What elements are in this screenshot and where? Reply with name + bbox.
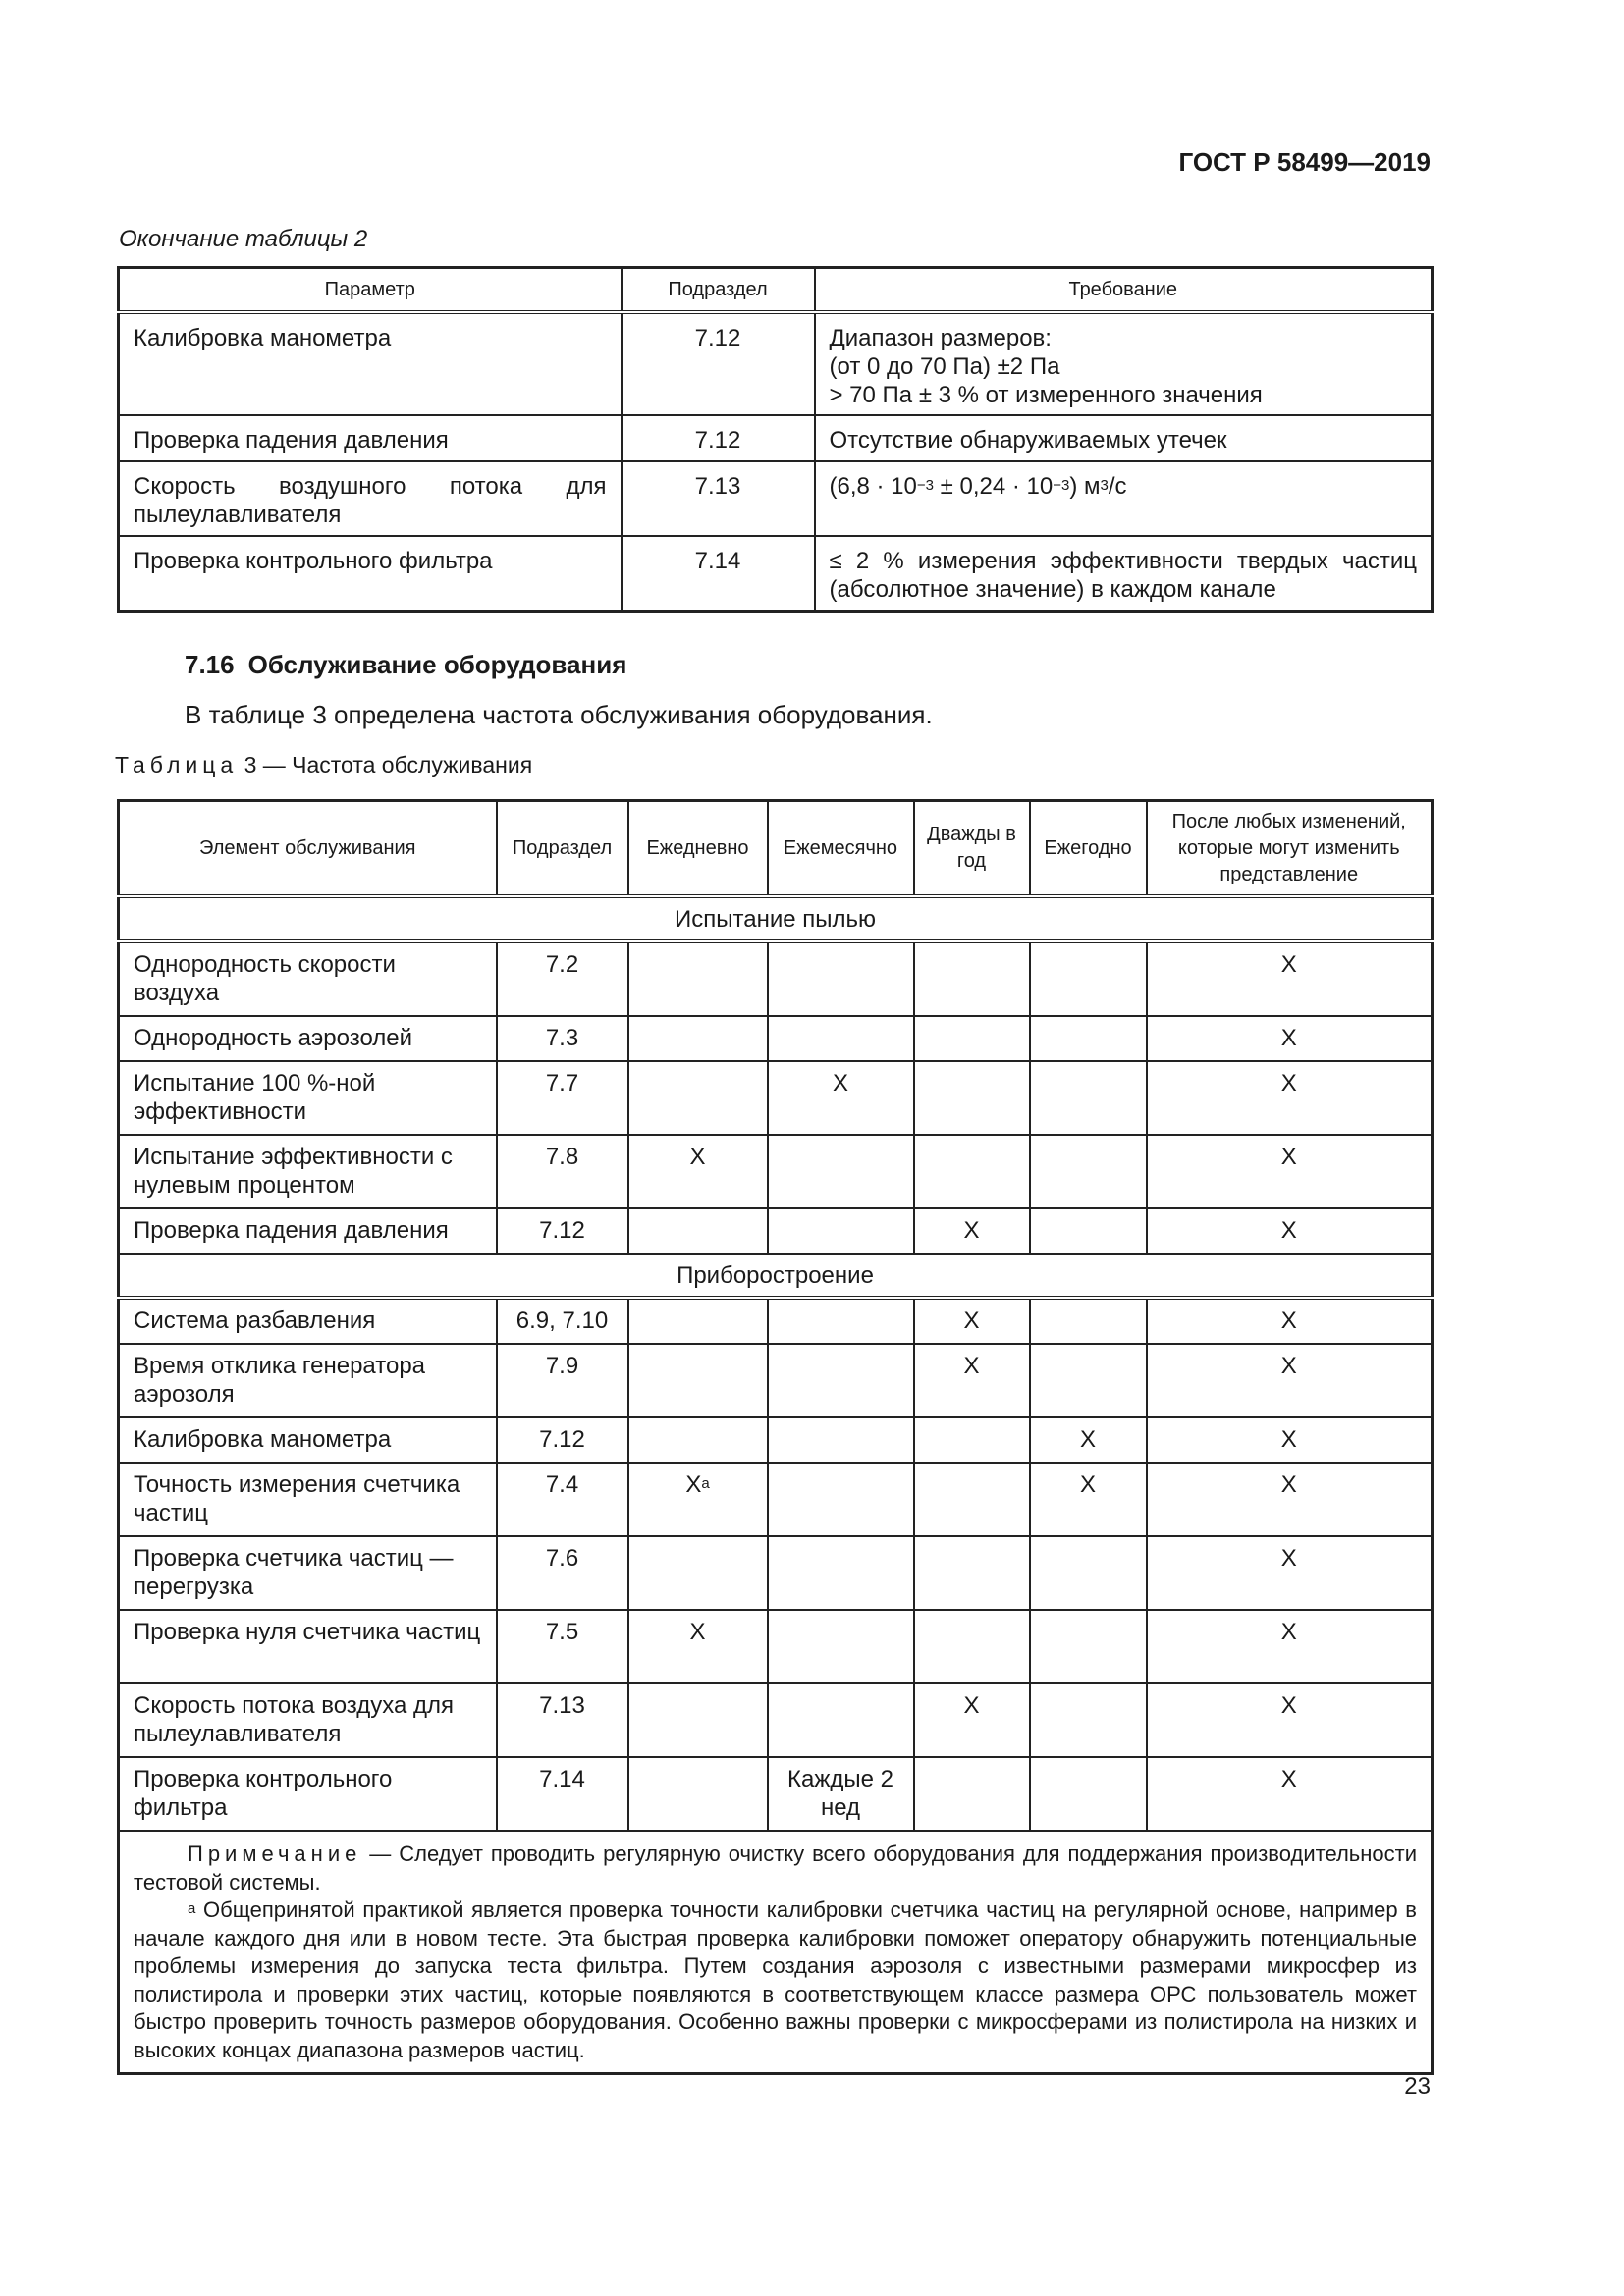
table3-caption-prefix: Таблица <box>115 752 239 777</box>
req-cell: ≤ 2 % измерения эффективности твердых частиц (абсолютное значение) в каждом канале <box>815 536 1433 611</box>
daily-cell <box>628 1417 768 1463</box>
param-cell: Скорость воздушного потока для пылеулавливателя <box>119 461 622 536</box>
twice-cell <box>914 1610 1030 1683</box>
table2-header-param: Параметр <box>119 268 622 313</box>
twice-cell: X <box>914 1344 1030 1417</box>
monthly-cell <box>768 1683 914 1757</box>
table-row <box>119 1061 1433 1135</box>
header-monthly: Ежемесячно <box>768 801 914 897</box>
note-text: — Следует проводить регулярную очистку всего оборудования для поддержания производительности тестовой системы. <box>134 1842 1417 1895</box>
table-row <box>119 415 1433 461</box>
table-row <box>119 1135 1433 1208</box>
table-row <box>119 312 1433 415</box>
table3-caption <box>115 752 532 778</box>
req-part: ± 0,24 · 10 <box>934 473 1054 500</box>
req-line: (от 0 до 70 Па) ±2 Па <box>829 353 1060 380</box>
sub-cell: 7.13 <box>622 461 815 536</box>
monthly-cell <box>768 1135 914 1208</box>
monthly-cell <box>768 1344 914 1417</box>
req-part: (6,8 · 10 <box>829 473 917 500</box>
sub-cell: 7.9 <box>497 1344 628 1417</box>
header-twice: Дважды в год <box>914 801 1030 897</box>
after-cell: X <box>1147 1016 1433 1061</box>
table2-header-sub: Подраздел <box>622 268 815 313</box>
monthly-cell <box>768 1016 914 1061</box>
table-row <box>119 536 1433 611</box>
daily-mark: X <box>685 1471 702 1498</box>
yearly-cell <box>1030 1536 1147 1610</box>
element-cell: Система разбавления <box>119 1298 497 1344</box>
table-row <box>119 1757 1433 1831</box>
req-sup: −3 <box>916 477 934 494</box>
daily-cell <box>628 1344 768 1417</box>
page-number: 23 <box>1404 2073 1431 2100</box>
twice-cell <box>914 1417 1030 1463</box>
req-cell <box>815 312 1433 415</box>
after-cell: X <box>1147 1610 1433 1683</box>
param-cell: Калибровка манометра <box>119 312 622 415</box>
element-cell: Однородность скорости воздуха <box>119 941 497 1016</box>
twice-cell <box>914 1536 1030 1610</box>
header-yearly: Ежегодно <box>1030 801 1147 897</box>
twice-cell: X <box>914 1298 1030 1344</box>
daily-cell <box>628 1208 768 1254</box>
after-cell: X <box>1147 1463 1433 1536</box>
monthly-cell <box>768 1536 914 1610</box>
section-heading <box>185 650 626 680</box>
sub-cell: 7.8 <box>497 1135 628 1208</box>
after-cell: X <box>1147 1208 1433 1254</box>
table3 <box>117 799 1434 2075</box>
after-cell: X <box>1147 1683 1433 1757</box>
daily-cell: X <box>628 1135 768 1208</box>
table2-header-row <box>119 268 1433 313</box>
element-cell: Скорость потока воздуха для пылеулавливателя <box>119 1683 497 1757</box>
element-cell: Проверка падения давления <box>119 1208 497 1254</box>
note-label: Примечание <box>188 1842 362 1866</box>
element-cell: Время отклика генератора аэрозоля <box>119 1344 497 1417</box>
twice-cell: X <box>914 1208 1030 1254</box>
table3-header-row <box>119 801 1433 897</box>
after-cell: X <box>1147 1536 1433 1610</box>
monthly-cell: X <box>768 1061 914 1135</box>
table-row <box>119 1536 1433 1610</box>
table-row <box>119 1298 1433 1344</box>
monthly-cell <box>768 1610 914 1683</box>
sub-cell: 7.12 <box>497 1208 628 1254</box>
note-paragraph <box>134 1841 1417 1896</box>
table-row <box>119 461 1433 536</box>
table-note <box>119 1831 1433 2074</box>
monthly-cell: Каждые 2 нед <box>768 1757 914 1831</box>
req-sup: −3 <box>1053 477 1070 494</box>
after-cell: X <box>1147 1757 1433 1831</box>
req-sup: 3 <box>1100 477 1109 494</box>
daily-cell <box>628 1536 768 1610</box>
sub-cell: 7.3 <box>497 1016 628 1061</box>
daily-cell <box>628 941 768 1016</box>
element-cell: Испытание эффективности с нулевым процентом <box>119 1135 497 1208</box>
table-row <box>119 1417 1433 1463</box>
daily-cell <box>628 1757 768 1831</box>
header-after: После любых изменений, которые могут изменить представление <box>1147 801 1433 897</box>
group-row <box>119 1254 1433 1298</box>
yearly-cell <box>1030 1016 1147 1061</box>
twice-cell <box>914 1061 1030 1135</box>
req-line: Диапазон размеров: <box>829 325 1052 351</box>
section-title: Обслуживание оборудования <box>247 650 627 679</box>
req-part: ) м <box>1069 473 1101 500</box>
element-cell: Однородность аэрозолей <box>119 1016 497 1061</box>
table2-header-req: Требование <box>815 268 1433 313</box>
table-row <box>119 1016 1433 1061</box>
after-cell: X <box>1147 941 1433 1016</box>
daily-cell: X <box>628 1610 768 1683</box>
monthly-cell <box>768 1463 914 1536</box>
table-row <box>119 1683 1433 1757</box>
twice-cell <box>914 1016 1030 1061</box>
monthly-cell <box>768 1417 914 1463</box>
header-element: Элемент обслуживания <box>119 801 497 897</box>
element-cell: Калибровка манометра <box>119 1417 497 1463</box>
yearly-cell <box>1030 1298 1147 1344</box>
table-row <box>119 1344 1433 1417</box>
header-daily: Ежедневно <box>628 801 768 897</box>
sub-cell: 7.6 <box>497 1536 628 1610</box>
group-title: Испытание пылью <box>119 896 1433 941</box>
element-cell: Испытание 100 %-ной эффективности <box>119 1061 497 1135</box>
element-cell: Точность измерения счетчика частиц <box>119 1463 497 1536</box>
document-code: ГОСТ Р 58499—2019 <box>1178 147 1431 177</box>
param-cell: Проверка контрольного фильтра <box>119 536 622 611</box>
sub-cell: 7.12 <box>497 1417 628 1463</box>
table-row <box>119 941 1433 1016</box>
monthly-cell <box>768 941 914 1016</box>
element-cell: Проверка нуля счетчика частиц <box>119 1610 497 1683</box>
after-cell: X <box>1147 1344 1433 1417</box>
twice-cell <box>914 1463 1030 1536</box>
monthly-cell <box>768 1208 914 1254</box>
param-cell: Проверка падения давления <box>119 415 622 461</box>
footnote-paragraph <box>134 1896 1417 2064</box>
table3-caption-rest: 3 — Частота обслуживания <box>244 752 533 777</box>
yearly-cell: X <box>1030 1417 1147 1463</box>
table-row <box>119 1208 1433 1254</box>
yearly-cell <box>1030 1757 1147 1831</box>
element-cell: Проверка счетчика частиц — перегрузка <box>119 1536 497 1610</box>
sub-cell: 7.7 <box>497 1061 628 1135</box>
yearly-cell <box>1030 1344 1147 1417</box>
after-cell: X <box>1147 1417 1433 1463</box>
after-cell: X <box>1147 1061 1433 1135</box>
req-part: /с <box>1108 473 1127 500</box>
yearly-cell <box>1030 1208 1147 1254</box>
table2-caption: Окончание таблицы 2 <box>119 226 368 252</box>
daily-cell <box>628 1061 768 1135</box>
daily-cell <box>628 1016 768 1061</box>
req-line: > 70 Па ± 3 % от измеренного значения <box>829 382 1263 408</box>
daily-cell <box>628 1683 768 1757</box>
group-row <box>119 896 1433 941</box>
twice-cell <box>914 941 1030 1016</box>
note-row <box>119 1831 1433 2074</box>
section-number: 7.16 <box>185 650 235 679</box>
sub-cell: 7.2 <box>497 941 628 1016</box>
header-sub: Подраздел <box>497 801 628 897</box>
sub-cell: 6.9, 7.10 <box>497 1298 628 1344</box>
table2 <box>117 266 1434 613</box>
footnote-text: Общепринятой практикой является проверка точности калибровки счетчика частиц на регулярной основе, например в начале каждого дня или в новом тесте. Эта быстрая проверка калибровки поможет оператору обнаружить потенциальные проблемы измерения до запуска теста фильтра. Путем создания аэрозоля с известными размерами микросфер из полистирола и проверки этих частиц, которые появляются в соответствующем классе размера ОРС пользователь может быстро проверить точность размеров оборудования. Особенно важны проверки с микросферами из полистирола на низких и высоких концах диапазона размеров частиц. <box>134 1897 1417 2062</box>
yearly-cell <box>1030 1683 1147 1757</box>
twice-cell: X <box>914 1683 1030 1757</box>
req-cell <box>815 461 1433 536</box>
daily-cell <box>628 1298 768 1344</box>
yearly-cell <box>1030 941 1147 1016</box>
yearly-cell <box>1030 1610 1147 1683</box>
element-cell: Проверка контрольного фильтра <box>119 1757 497 1831</box>
table-row <box>119 1463 1433 1536</box>
req-cell: Отсутствие обнаруживаемых утечек <box>815 415 1433 461</box>
section-text: В таблице 3 определена частота обслуживания оборудования. <box>185 700 933 729</box>
daily-cell <box>628 1463 768 1536</box>
table-row <box>119 1610 1433 1683</box>
footnote-mark: a <box>188 1900 196 1917</box>
sub-cell: 7.14 <box>497 1757 628 1831</box>
sub-cell: 7.13 <box>497 1683 628 1757</box>
after-cell: X <box>1147 1298 1433 1344</box>
footnote-ref: a <box>701 1475 710 1492</box>
sub-cell: 7.4 <box>497 1463 628 1536</box>
yearly-cell <box>1030 1061 1147 1135</box>
yearly-cell <box>1030 1135 1147 1208</box>
sub-cell: 7.14 <box>622 536 815 611</box>
monthly-cell <box>768 1298 914 1344</box>
yearly-cell: X <box>1030 1463 1147 1536</box>
after-cell: X <box>1147 1135 1433 1208</box>
sub-cell: 7.5 <box>497 1610 628 1683</box>
sub-cell: 7.12 <box>622 312 815 415</box>
group-title: Приборостроение <box>119 1254 1433 1298</box>
sub-cell: 7.12 <box>622 415 815 461</box>
twice-cell <box>914 1757 1030 1831</box>
twice-cell <box>914 1135 1030 1208</box>
